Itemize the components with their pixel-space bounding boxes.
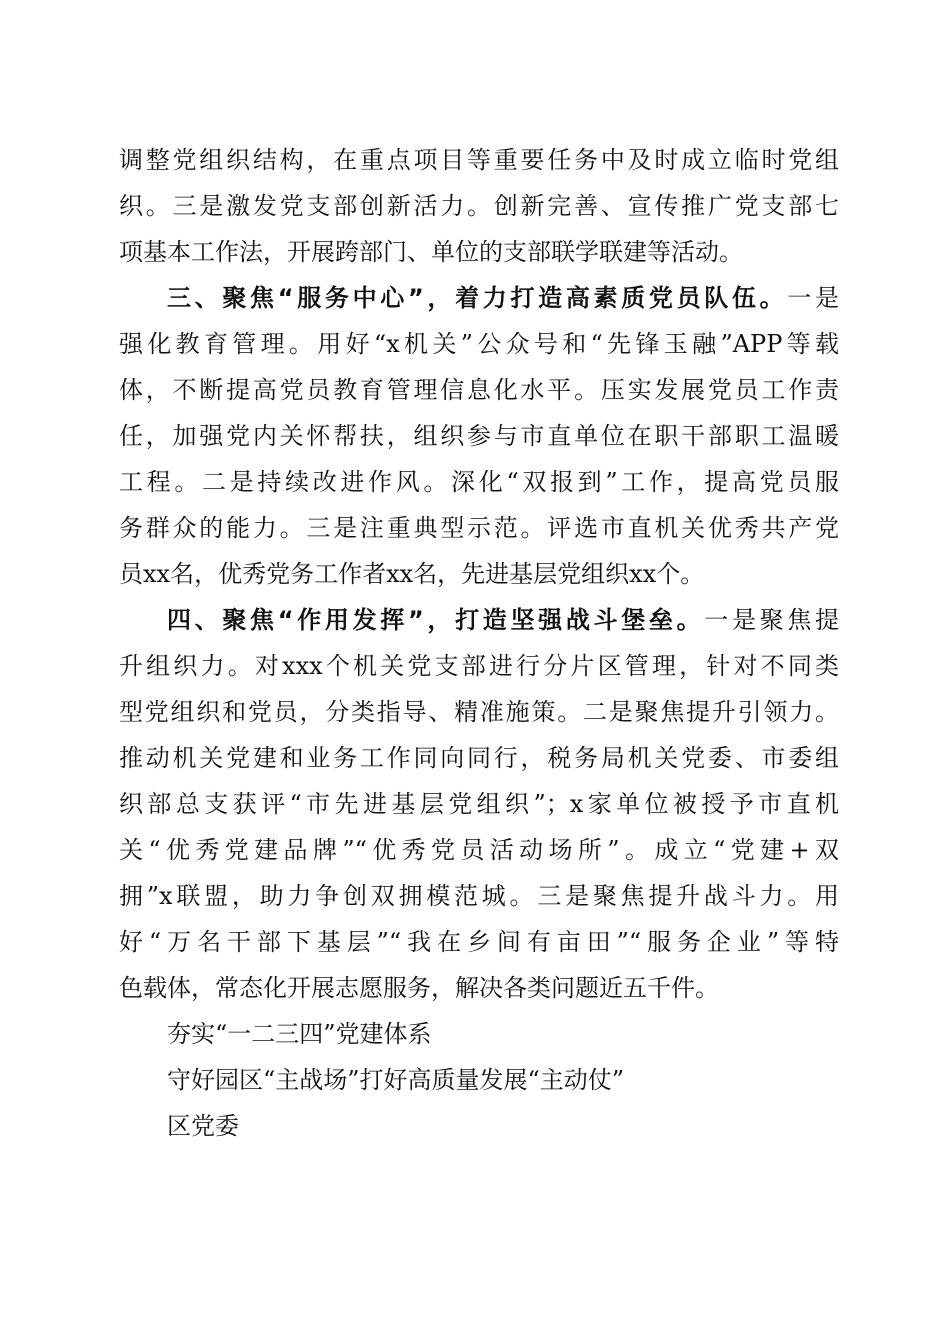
body-line: 工程。二是持续改进作风。深化“双报到”工作，提高党员服: [119, 468, 839, 496]
body-line: 织。三是激发党支部创新活力。创新完善、宣传推广党支部七: [119, 192, 839, 220]
body-line: 关“优秀党建品牌”“优秀党员活动场所”。成立“党建+双: [119, 836, 839, 864]
body-line: 推动机关党建和业务工作同向同行，税务局机关党委、市委组: [119, 744, 839, 772]
body-line: 体，不断提高党员教育管理信息化水平。压实发展党员工作责: [119, 376, 839, 404]
body-line: 任，加强党内关怀帮扶，组织参与市直单位在职干部职工温暖: [119, 422, 839, 450]
body-line: 好“万名干部下基层”“我在乡间有亩田”“服务企业”等特: [119, 928, 839, 956]
section-3-first-line: [167, 275, 839, 321]
body-line: 升组织力。对xxx个机关党支部进行分片区管理，针对不同类: [119, 652, 839, 680]
next-article-subtitle: 守好园区“主战场”打好高质量发展“主动仗”: [167, 1066, 625, 1094]
body-line: 务群众的能力。三是注重典型示范。评选市直机关优秀共产党: [119, 514, 839, 542]
section-3-heading: 三、聚焦“服务中心”，着力打造高素质党员队伍。: [167, 284, 788, 312]
section-3-lead: 一是: [787, 284, 840, 312]
body-line: 拥”x联盟，助力争创双拥模范城。三是聚焦提升战斗力。用: [119, 882, 839, 910]
body-line: 项基本工作法，开展跨部门、单位的支部联学联建等活动。: [119, 238, 743, 266]
next-article-title: 夯实“一二三四”党建体系: [167, 1020, 432, 1048]
next-article-author: 区党委: [167, 1112, 239, 1140]
body-line: 色载体，常态化开展志愿服务，解决各类问题近五千件。: [119, 974, 719, 1002]
section-4-heading: 四、聚焦“作用发挥”，打造坚强战斗堡垒。: [167, 606, 705, 634]
section-4-lead: 一是聚焦提: [704, 606, 840, 634]
body-line: 调整党组织结构，在重点项目等重要任务中及时成立临时党组: [119, 146, 839, 174]
body-line: 织部总支获评“市先进基层党组织”；x家单位被授予市直机: [119, 790, 839, 818]
body-line: 型党组织和党员，分类指导、精准施策。二是聚焦提升引领力。: [119, 698, 839, 726]
body-line: 员xx名，优秀党务工作者xx名，先进基层党组织xx个。: [119, 560, 705, 588]
section-4-first-line: [167, 597, 839, 643]
body-line: 强化教育管理。用好“x机关”公众号和“先锋玉融”APP等载: [119, 330, 839, 358]
